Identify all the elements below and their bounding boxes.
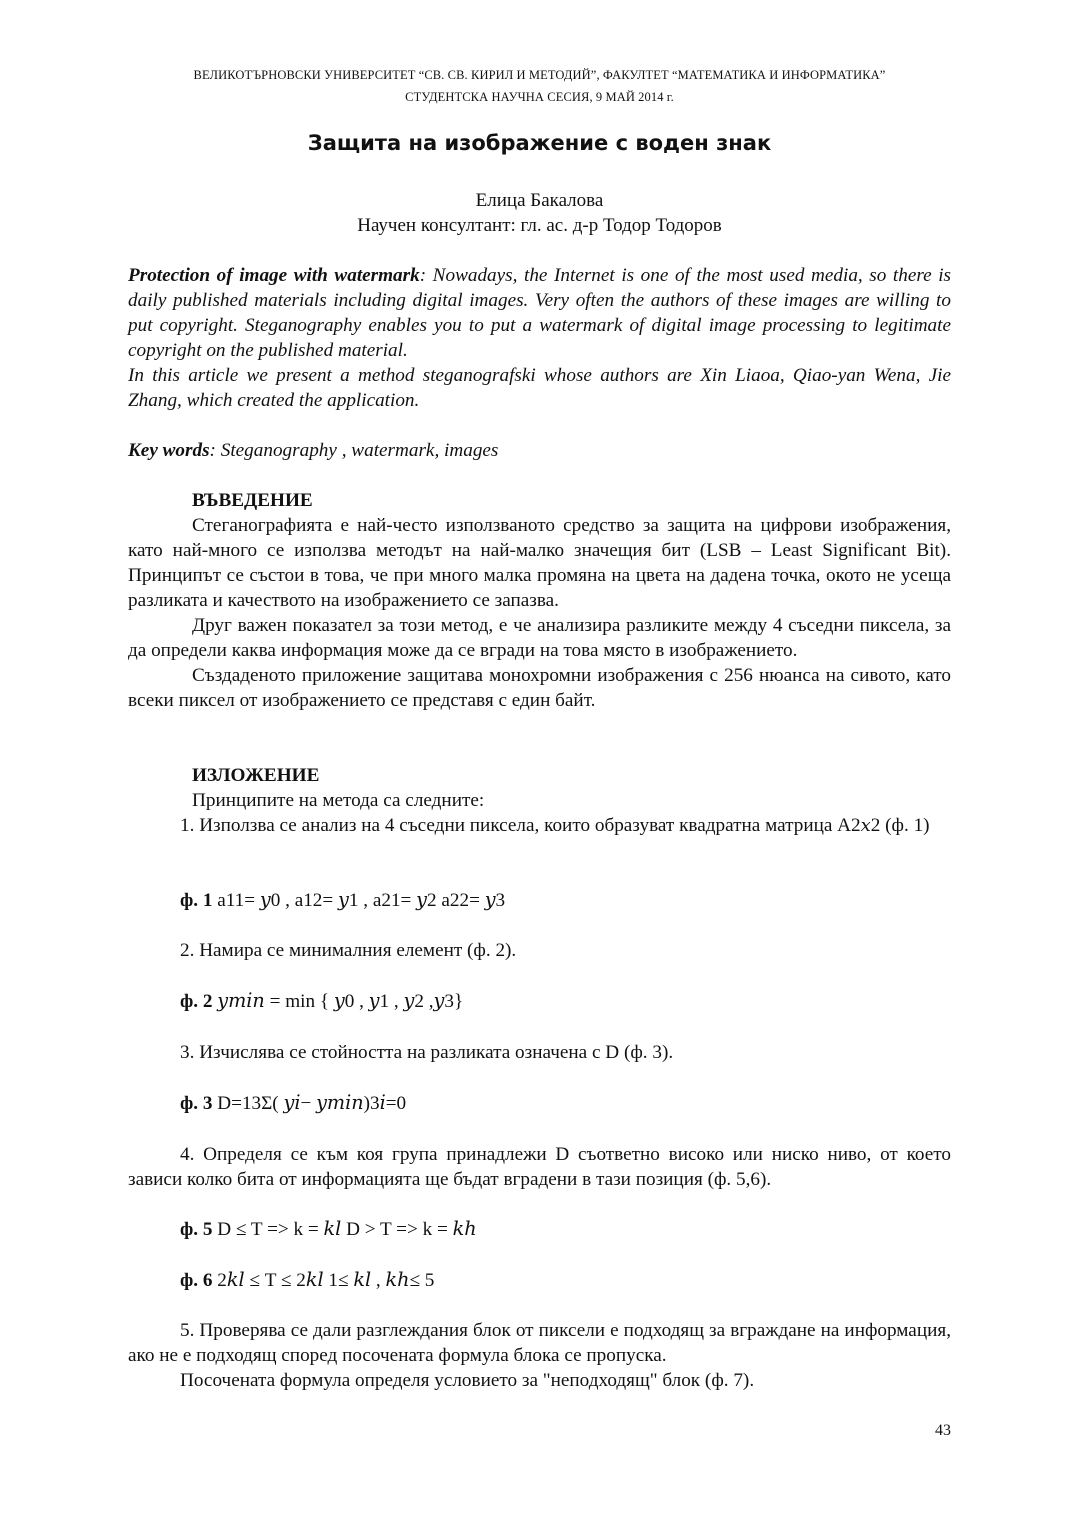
- exposition-item-5-block: [128, 1318, 951, 1393]
- header-line-university: ВЕЛИКОТЪРНОВСКИ УНИВЕРСИТЕТ “СВ. СВ. КИРИЛ И МЕТОДИЙ”, ФАКУЛТЕТ “МАТЕМАТИКА И ИНФОРМАТИКА”: [193, 68, 886, 82]
- exposition-intro: Принципите на метода са следните:: [192, 790, 485, 811]
- formula-5-body: D ≤ T => k = 𝑘𝑙 D > T => k = 𝑘ℎ: [212, 1219, 477, 1240]
- keywords-text: : Steganography , watermark, images: [209, 440, 499, 461]
- header-line-session: СТУДЕНТСКА НАУЧНА СЕСИЯ, 9 МАЙ 2014 г.: [405, 90, 674, 104]
- exposition-item-1-math: 𝑥: [860, 815, 871, 836]
- exposition-item-4-block: [128, 1142, 951, 1192]
- formula-3-body: D=13Σ( 𝑦𝑖− 𝑦𝑚𝑖𝑛)3𝑖=0: [212, 1093, 407, 1114]
- formula-3: [180, 1091, 406, 1116]
- abstract-paragraph-1: [128, 263, 951, 363]
- exposition-item-1-text: 1. Използва се анализ на 4 съседни пиксела, които образуват квадратна матрица А2: [180, 815, 861, 836]
- intro-paragraph-3: Създаденото приложение защитава монохромни изображения с 256 нюанса на сивото, като всеки пиксел от изображението се представя с един байт.: [128, 665, 951, 711]
- exposition-item-3-block: [128, 1040, 951, 1065]
- paper-page: [128, 0, 951, 1527]
- author-name: Елица Бакалова: [475, 190, 604, 211]
- formula-2-label: ф. 2: [180, 991, 213, 1012]
- formula-5: [180, 1217, 477, 1242]
- exposition-item-2: 2. Намира се минималния елемент (ф. 2).: [180, 940, 517, 961]
- exposition-item-5: 5. Проверява се дали разглеждания блок от пиксели е подходящ за вграждане на информация, ако не е подходящ според посочената формула блока се пропуска.: [128, 1320, 951, 1366]
- exposition-item-1: [128, 813, 951, 838]
- formula-1: [180, 888, 505, 913]
- formula-1-label: ф. 1: [180, 890, 213, 911]
- page-number: 43: [935, 1422, 951, 1439]
- abstract: [128, 263, 951, 413]
- section-heading-introduction: ВЪВЕДЕНИЕ: [192, 490, 313, 511]
- formula-2: [180, 989, 463, 1014]
- abstract-text-2: In this article we present a method steganografski whose authors are Xin Liaoa, Qiao-yan Wena, Jie Zhang, which created the application.: [128, 365, 951, 411]
- exposition-item-5b: Посочената формула определя условието за "неподходящ" блок (ф. 7).: [180, 1370, 755, 1391]
- exposition-item-4: 4. Определя се към коя група принадлежи D съответно високо или ниско ниво, от което зависи колко бита от информацията ще бъдат вградени в тази позиция (ф. 5,6).: [128, 1144, 951, 1190]
- author-block: [128, 188, 951, 238]
- paper-title: Защита на изображение с воден знак: [307, 131, 772, 155]
- formula-6-body: 2𝑘𝑙 ≤ T ≤ 2𝑘𝑙 1≤ 𝑘𝑙 , 𝑘ℎ≤ 5: [212, 1270, 435, 1291]
- keywords: [128, 438, 951, 463]
- consultant-name: Научен консултант: гл. ас. д-р Тодор Тодоров: [357, 215, 722, 236]
- exposition-item-2-block: [128, 938, 951, 963]
- formula-5-label: ф. 5: [180, 1219, 213, 1240]
- formula-6-label: ф. 6: [180, 1270, 213, 1291]
- formula-2-body: 𝑦𝑚𝑖𝑛 = min { 𝑦0 , 𝑦1 , 𝑦2 ,𝑦3}: [212, 991, 464, 1012]
- section-exposition: [128, 763, 951, 838]
- abstract-text-1: : Nowadays, the Internet is one of the most used media, so there is daily published materials including digital images. Very often the authors of these images are willing to put copyright. Steganography enables you to put a watermark of digital image processing to legitimate copyright on the published material.: [128, 265, 951, 361]
- formula-6: [180, 1268, 434, 1293]
- formula-3-label: ф. 3: [180, 1093, 213, 1114]
- section-heading-exposition: ИЗЛОЖЕНИЕ: [192, 765, 320, 786]
- section-introduction: [128, 488, 951, 713]
- intro-paragraph-1: Стеганографията е най-често използваното средство за защита на цифрови изображения, като най-много се използва методът на най-малко значещия бит (LSB – Least Significant Bit). Принципът се състои в това, че при много малка промяна на цвета на дадена точка, окото не усеща разликата и качеството на изображението се запазва.: [128, 515, 951, 611]
- abstract-label: Protection of image with watermark: [128, 265, 420, 286]
- exposition-item-1-tail: 2 (ф. 1): [870, 815, 930, 836]
- exposition-item-3: 3. Изчислява се стойността на разликата означена с D (ф. 3).: [180, 1042, 674, 1063]
- running-header: [128, 64, 951, 108]
- keywords-label: Key words: [128, 440, 210, 461]
- formula-1-body: a11= 𝑦0 , a12= 𝑦1 , a21= 𝑦2 a22= 𝑦3: [212, 890, 506, 911]
- intro-paragraph-2: Друг важен показател за този метод, е че анализира разликите между 4 съседни пиксела, за да определи каква информация може да се вгради на това място в изображението.: [128, 615, 951, 661]
